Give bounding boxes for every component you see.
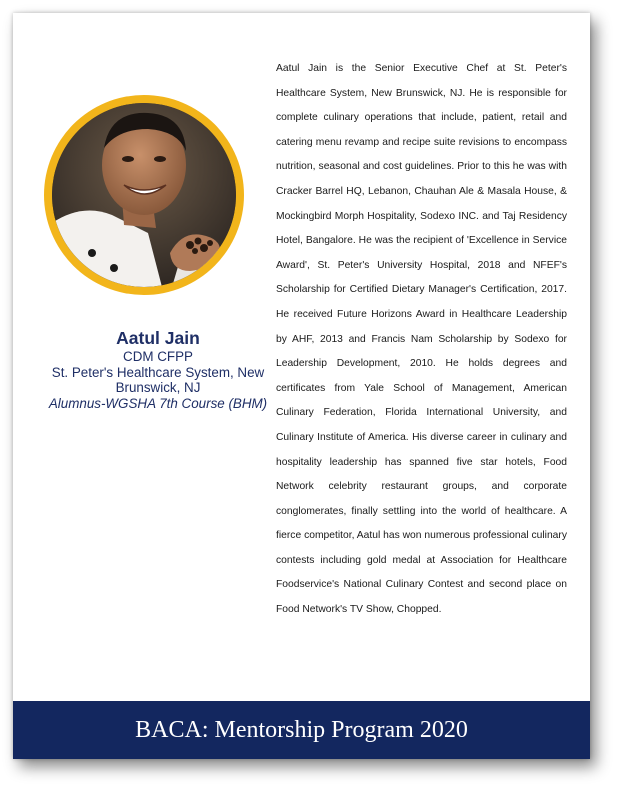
chef-portrait-image: [52, 103, 236, 287]
person-organization: St. Peter's Healthcare System, New Brunswick, NJ: [51, 364, 265, 395]
profile-block: [33, 328, 283, 411]
document-page: [13, 13, 590, 759]
biography-text: Aatul Jain is the Senior Executive Chef at St. Peter's Healthcare System, New Brunswick, NJ. He is responsible for complete culinary operations that include, patient, retail and catering menu revamp and recipe suite revisions to encompass nutrition, seasonal and cost guidelines. Prior to this he was with Cracker Barrel HQ, Lebanon, Chauhan Ale & Masala House, & Mockingbird Morph Hospitality, Sodexo INC. and Taj Residency Hotel, Bangalore. He was the recipient of 'Excellence in Service Award', St. Peter's University Hospital, 2018 and NFEF's Scholarship for Certified Dietary Manager's Certification, 2017. He received Future Horizons Award in Healthcare Leadership by AHF, 2013 and Francis Nam Scholarship by Sodexo for Leadership Development, 2010. He holds degrees and certificates from Yale School of Management, American Culinary Federation, Florida International University, and Culinary Institute of America. His diverse career in culinary and hospitality leadership has spanned five star hotels, Food Network celebrity restaurant groups, and corporate conglomerates, finally settling into the world of healthcare. A fierce competitor, Aatul has won numerous professional culinary contests including gold medal at Association for Healthcare Foodservice's National Culinary Contest and second place on Food Network's TV Show, Chopped.: [276, 63, 567, 616]
person-name: Aatul Jain: [116, 328, 200, 348]
portrait-frame: [44, 95, 244, 295]
portrait-photo: [52, 103, 236, 287]
person-alumni: Alumnus-WGSHA 7th Course (BHM): [48, 395, 268, 411]
footer-banner: [13, 701, 590, 759]
person-credentials: CDM CFPP: [123, 349, 193, 364]
footer-title: BACA: Mentorship Program 2020: [135, 716, 468, 743]
